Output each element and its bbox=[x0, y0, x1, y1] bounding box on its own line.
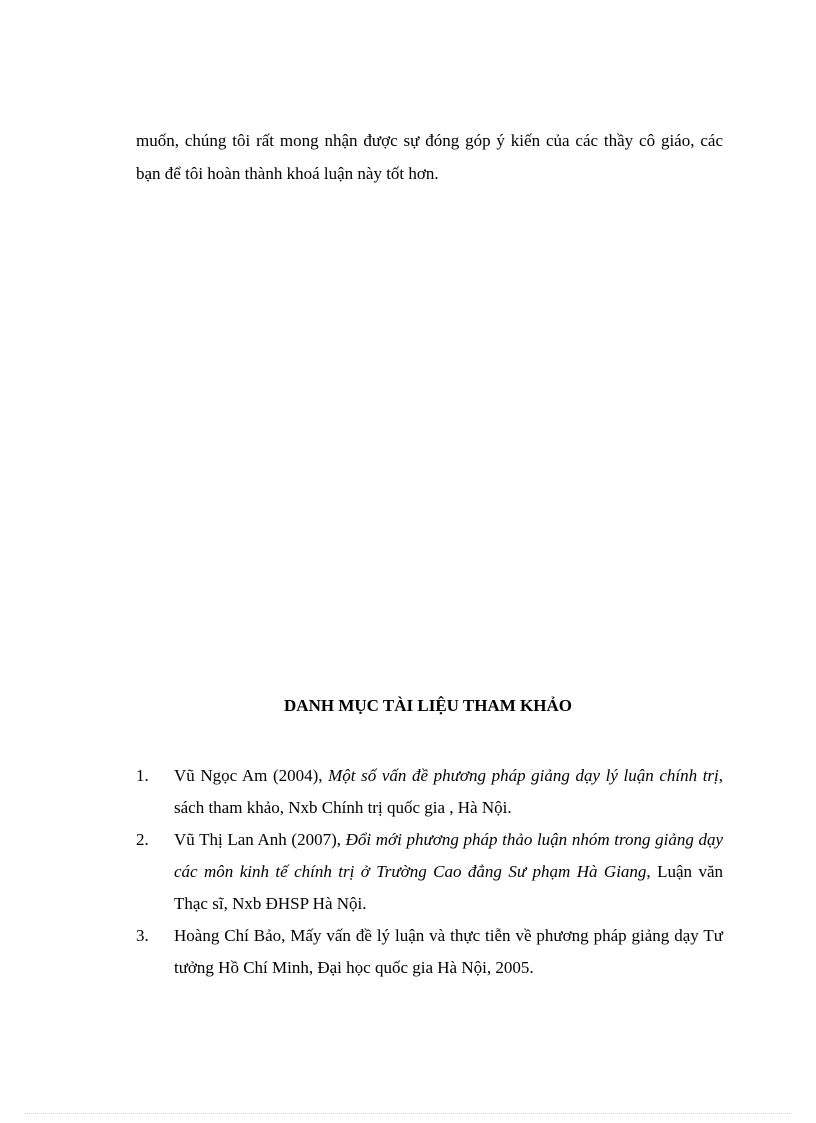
reference-details: , sách tham khảo, Nxb Chính trị quốc gia , Hà Nội. bbox=[174, 766, 724, 817]
reference-number: 2. bbox=[136, 830, 149, 849]
reference-title: Đổi mới phương pháp thảo luận nhóm trong giảng dạy các môn kinh tế chính trị ở Trường Cao đẳng Sư phạm Hà Giang bbox=[174, 830, 723, 881]
reference-item-1 bbox=[136, 760, 723, 824]
references-heading: DANH MỤC TÀI LIỆU THAM KHẢO bbox=[284, 696, 572, 715]
reference-author: Vũ Thị Lan Anh (2007), bbox=[174, 830, 346, 849]
reference-details: , Luận văn Thạc sĩ, Nxb ĐHSP Hà Nội. bbox=[174, 862, 723, 913]
reference-title: Một số vấn đề phương pháp giảng dạy lý luận chính trị bbox=[328, 766, 719, 785]
intro-paragraph: muốn, chúng tôi rất mong nhận được sự đóng góp ý kiến của các thầy cô giáo, các bạn để tôi hoàn thành khoá luận này tốt hơn. bbox=[136, 131, 723, 183]
page-bottom-divider bbox=[24, 1113, 792, 1114]
reference-author: Hoàng Chí Bảo, Mấy vấn đề lý luận và thực tiễn về phương pháp giảng dạy Tư tưởng Hồ Chí Minh, Đại học quốc gia Hà Nội, 2005. bbox=[174, 926, 723, 977]
reference-item-2 bbox=[136, 824, 723, 920]
reference-number: 3. bbox=[136, 926, 149, 945]
reference-list bbox=[136, 760, 723, 984]
reference-number: 1. bbox=[136, 766, 149, 785]
reference-item-3 bbox=[136, 920, 723, 984]
reference-author: Vũ Ngọc Am (2004), bbox=[174, 766, 329, 785]
